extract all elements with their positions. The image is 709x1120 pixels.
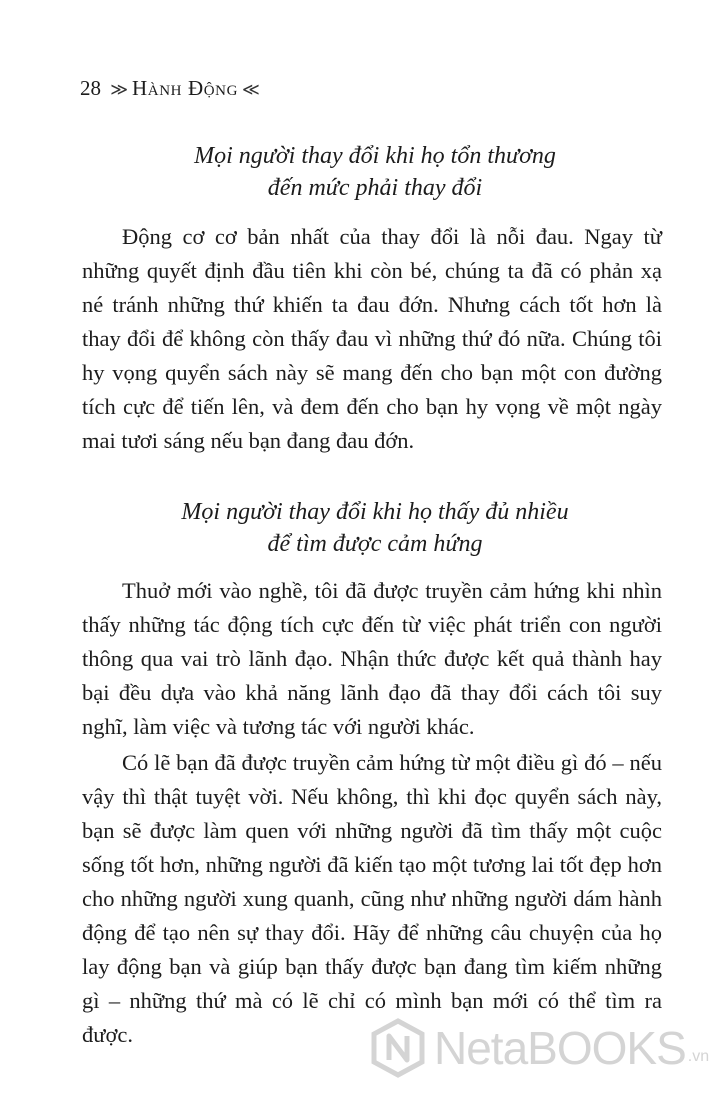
left-double-angle-icon: ≫	[110, 80, 129, 99]
paragraph-1: Động cơ cơ bản nhất của thay đổi là nỗi đau. Ngay từ những quyết định đầu tiên khi còn bé, chúng ta đã có phản xạ né tránh những thứ khiến ta đau đớn. Nhưng cách tốt hơn là thay đổi để không còn thấy đau vì những thứ đó nữa. Chúng tôi hy vọng quyển sách này sẽ mang đến cho bạn một con đường tích cực để tiến lên, và đem đến cho bạn hy vọng về một ngày mai tươi sáng nếu bạn đang đau đớn.	[82, 224, 662, 453]
neta-logo-icon	[368, 1018, 428, 1078]
page-number: 28	[80, 76, 101, 100]
chapter-title: Hành Động	[132, 76, 239, 100]
paragraph-3: Có lẽ bạn đã được truyền cảm hứng từ một điều gì đó – nếu vậy thì thật tuyệt vời. Nếu không, thì khi đọc quyển sách này, bạn sẽ được làm quen với những người đã tìm thấy một cuộc sống tốt hơn, những người đã kiến tạo một tương lai tốt đẹp hơn cho những người xung quanh, cũng như những người dám hành động để tạo nên sự thay đổi. Hãy để những câu chuyện của họ lay động bạn và giúp bạn thấy được bạn đang tìm kiếm những gì – những thứ mà có lẽ chỉ có mình bạn mới có thể tìm ra được.	[82, 750, 662, 1047]
section-heading-1-line2: đến mức phải thay đổi	[267, 175, 483, 201]
right-double-angle-icon: ≪	[242, 80, 260, 99]
section-heading-2	[100, 496, 650, 560]
paragraph-2: Thuở mới vào nghề, tôi đã được truyền cảm hứng khi nhìn thấy những tác động tích cực đến từ việc phát triển con người thông qua vai trò lãnh đạo. Nhận thức được kết quả thành hay bại đều dựa vào khả năng lãnh đạo đã thay đổi cách tôi suy nghĩ, làm việc và tương tác với người khác.	[82, 578, 662, 739]
section-heading-1-line1: Mọi người thay đổi khi họ tổn thương	[194, 143, 556, 169]
watermark	[368, 1018, 709, 1078]
section-heading-2-line1: Mọi người thay đổi khi họ thấy đủ nhiều	[181, 499, 569, 525]
section-heading-1	[100, 140, 650, 204]
watermark-brand: NetaBOOKS	[434, 1022, 686, 1074]
section-heading-2-line2: để tìm được cảm hứng	[267, 531, 483, 557]
running-header	[80, 74, 264, 104]
watermark-suffix: .vn	[687, 1048, 709, 1065]
